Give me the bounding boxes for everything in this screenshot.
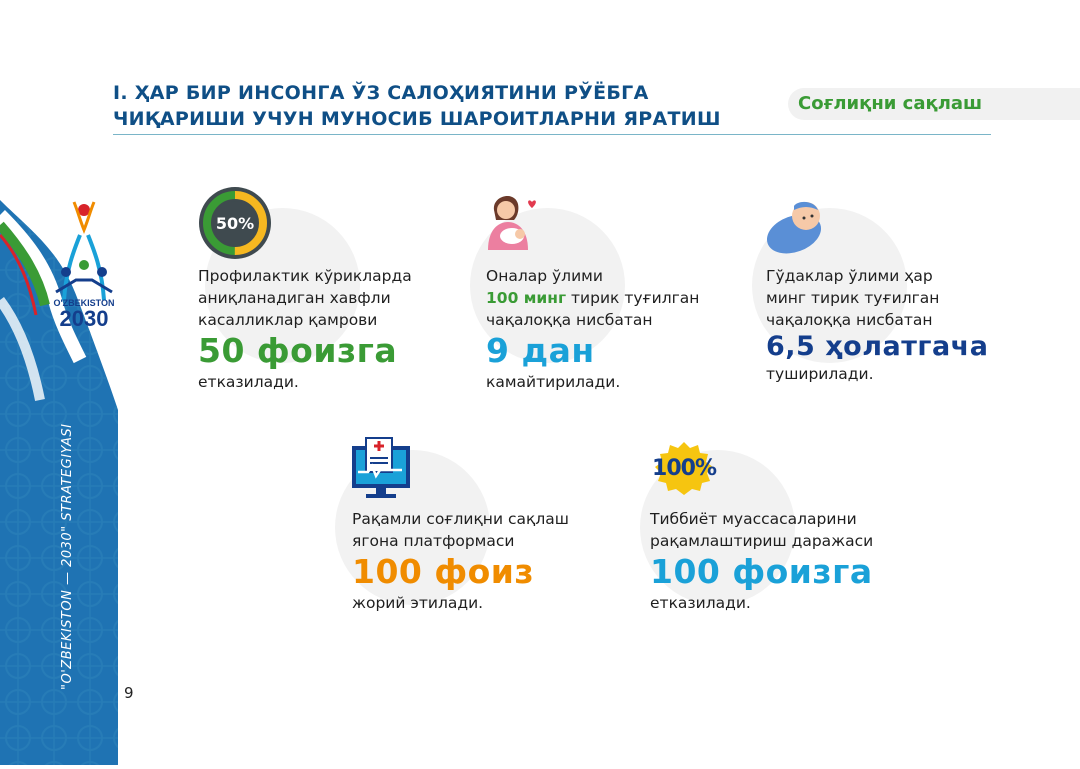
sidebar-vertical-title: "O'ZBEKISTON — 2030" STRATEGIYASI <box>60 423 75 690</box>
section-tag <box>788 88 1080 120</box>
card-text: чақалоққа нисбатан <box>766 311 933 329</box>
page-title <box>113 80 753 132</box>
card-text: аниқланадиган хавфли <box>198 289 391 307</box>
card-highlight: 100 минг <box>486 289 567 307</box>
card-suffix: туширилади. <box>766 365 874 383</box>
card-suffix: етказилади. <box>198 373 299 391</box>
card-text: Тиббиёт муассасаларини <box>650 510 857 528</box>
card-suffix: камайтирилади. <box>486 373 621 391</box>
svg-text:100%: 100% <box>652 456 716 481</box>
card-value: 100 фоизга <box>650 552 873 591</box>
card-text: минг тирик туғилган <box>766 289 940 307</box>
card-text: Профилактик кўрикларда <box>198 267 412 285</box>
medical-monitor-icon <box>350 436 412 504</box>
baby-icon <box>764 196 828 260</box>
card-value: 9 дан <box>486 331 595 370</box>
flag-banner-graphic <box>0 0 118 765</box>
card-value: 100 фоиз <box>352 552 535 591</box>
card-text: Рақамли соғлиқни сақлаш <box>352 510 569 528</box>
svg-text:50%: 50% <box>215 214 255 233</box>
hundred-percent-badge-icon <box>650 440 718 500</box>
card-text: тирик туғилган <box>566 289 700 307</box>
card-text: ягона платформаси <box>352 532 515 550</box>
header-divider <box>113 134 991 135</box>
stat-card-screenings <box>198 265 412 393</box>
card-text: касалликлар қамрови <box>198 311 378 329</box>
card-text: чақалоққа нисбатан <box>486 311 653 329</box>
stat-card-maternal-mortality <box>486 265 699 393</box>
card-value: 50 фоизга <box>198 331 398 370</box>
percent-donut-icon <box>198 186 272 264</box>
stat-card-infant-mortality <box>766 265 988 385</box>
card-value: 6,5 ҳолатгача <box>766 331 989 362</box>
card-text: рақамлаштириш даражаси <box>650 532 874 550</box>
logo-text-country: O'ZBEKISTON <box>53 298 115 308</box>
card-text-highlight-line <box>486 287 699 309</box>
card-text: Гўдаклар ўлими ҳар <box>766 267 933 285</box>
stat-card-digitalization <box>650 508 873 614</box>
stat-card-digital-platform <box>352 508 569 614</box>
card-suffix: жорий этилади. <box>352 594 484 612</box>
mother-baby-icon <box>484 190 544 256</box>
card-text: Оналар ўлими <box>486 267 603 285</box>
logo-text-year: 2030 <box>59 306 109 331</box>
page-title-line-1: I. ҲАР БИР ИНСОНГА ЎЗ САЛОҲИЯТИНИ РЎЁБГА <box>113 82 649 104</box>
page-title-line-2: ЧИҚАРИШИ УЧУН МУНОСИБ ШАРОИТЛАРНИ ЯРАТИШ <box>113 108 721 130</box>
card-suffix: етказилади. <box>650 594 751 612</box>
page-number: 9 <box>124 684 134 702</box>
section-tag-label: Соғлиқни сақлаш <box>798 93 983 114</box>
sidebar-decoration <box>0 0 118 765</box>
